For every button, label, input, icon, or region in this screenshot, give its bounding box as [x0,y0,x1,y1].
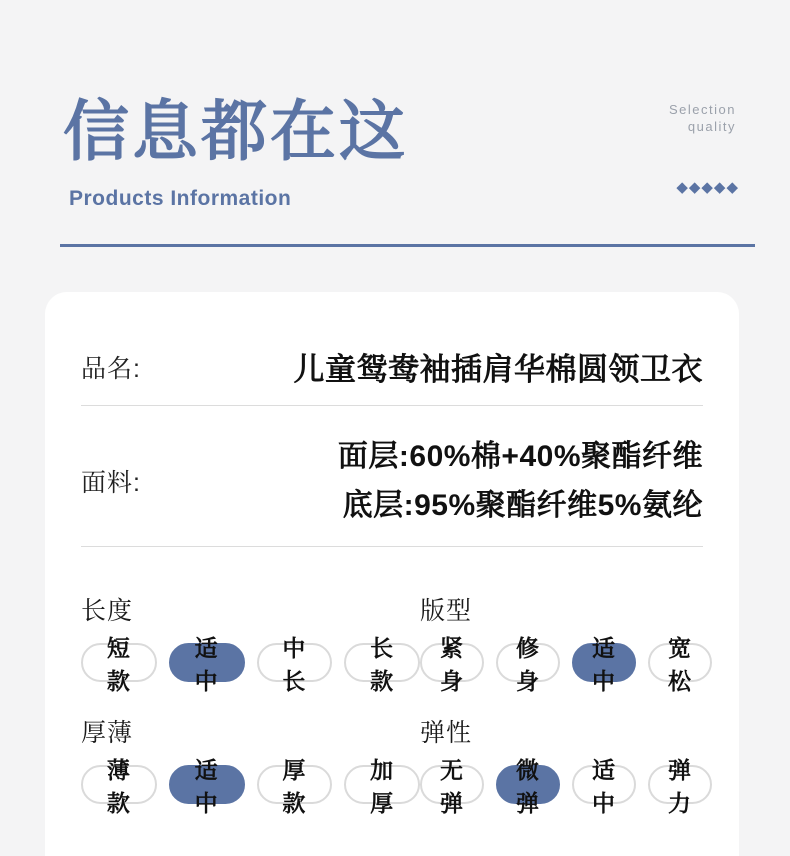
product-name-row [81,334,703,406]
selection-quality-label [669,101,736,135]
length-pill-row [81,634,420,694]
length-option-2[interactable]: 适中 [169,643,245,682]
fit-option-4[interactable]: 宽松 [648,643,712,682]
elasticity-option-4[interactable]: 弹力 [648,765,712,804]
fit-option-1[interactable]: 紧身 [420,643,484,682]
length-option-1[interactable]: 短款 [81,643,157,682]
elasticity-option-3[interactable]: 适中 [572,765,636,804]
product-name-value: 儿童鸳鸯袖插肩华棉圆领卫衣 [293,352,703,387]
fit-option-3[interactable]: 适中 [572,643,636,682]
selection-quality-line2: quality [687,119,736,134]
fabric-bottom-layer: 底层:95%聚酯纤维5%氨纶 [342,489,703,522]
thickness-option-4[interactable]: 加厚 [344,765,420,804]
elasticity-pill-row [420,756,712,816]
option-group-fit [420,591,712,694]
option-group-elasticity [420,713,712,816]
option-groups [81,591,703,816]
elasticity-option-1[interactable]: 无弹 [420,765,484,804]
elasticity-group-title: 弹性 [420,719,473,747]
option-group-length [81,591,420,694]
fabric-label: 面料: [81,469,141,497]
elasticity-option-2[interactable]: 微弹 [496,765,560,804]
diamond-rating-icon: ◆◆◆◆◆ [676,179,739,196]
fabric-row [81,418,703,547]
selection-quality-line1: Selection [669,102,736,117]
thickness-pill-row [81,756,420,816]
product-info-card [45,292,739,856]
fit-pill-row [420,634,712,694]
fit-group-title: 版型 [420,597,473,625]
thickness-option-3[interactable]: 厚款 [257,765,333,804]
fit-option-2[interactable]: 修身 [496,643,560,682]
length-group-title: 长度 [81,597,134,625]
fabric-value [338,432,703,530]
thickness-group-title: 厚薄 [81,719,134,747]
product-name-label: 品名: [81,354,141,383]
page-title: 信息都在这 [63,94,408,168]
fabric-top-layer: 面层:60%棉+40%聚酯纤维 [337,440,703,473]
thickness-option-1[interactable]: 薄款 [81,765,157,804]
page-subtitle: Products Information [69,187,292,210]
header-divider [60,244,755,247]
length-option-3[interactable]: 中长 [257,643,333,682]
length-option-4[interactable]: 长款 [344,643,420,682]
option-group-thickness [81,713,420,816]
thickness-option-2[interactable]: 适中 [169,765,245,804]
